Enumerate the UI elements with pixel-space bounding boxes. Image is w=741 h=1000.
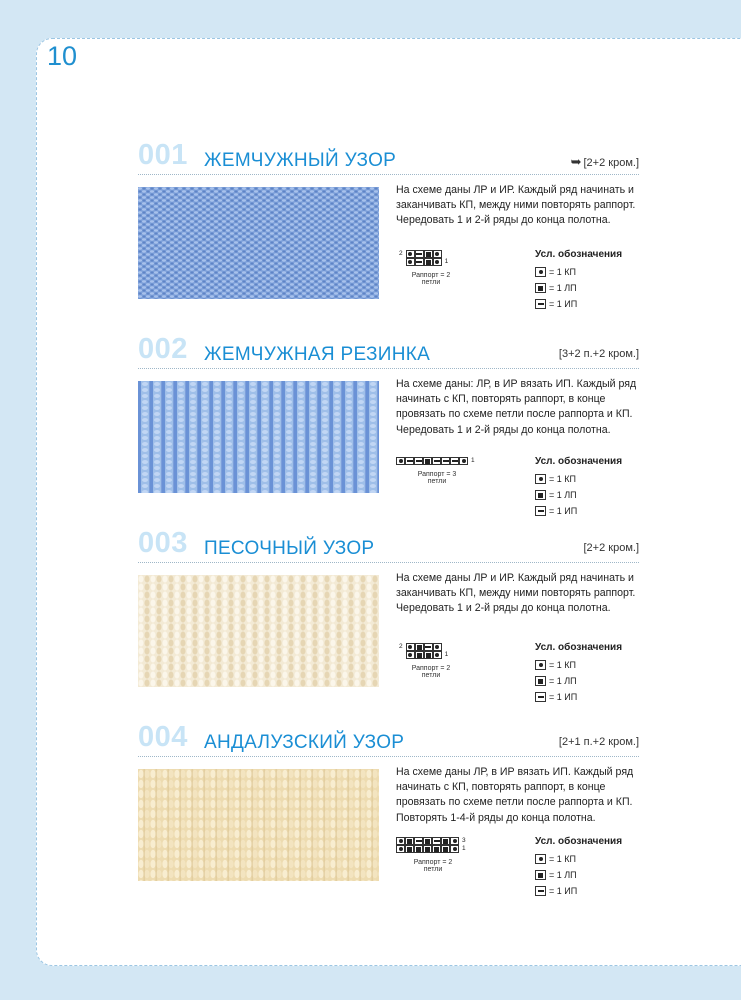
- stitch-chart: 1 Раппорт = 3 петли: [396, 457, 478, 485]
- pattern-section-001: [138, 139, 639, 327]
- pattern-title: ЖЕМЧУЖНАЯ РЕЗИНКА: [204, 344, 431, 365]
- edge-stitches: ➥ [2+2 кром.]: [570, 154, 639, 169]
- header-rule: [138, 562, 639, 563]
- repeat-note: Раппорт = 3 петли: [417, 471, 457, 485]
- knit-photo: [138, 575, 379, 687]
- pattern-number: 002: [138, 333, 188, 365]
- stitch-chart: 3 1 Раппорт = 2 петли: [396, 837, 469, 873]
- edge-stitch-icon: [535, 854, 546, 864]
- section-header: [138, 527, 639, 565]
- pattern-section-002: [138, 333, 639, 521]
- pattern-title: ПЕСОЧНЫЙ УЗОР: [204, 538, 375, 559]
- knit-photo: [138, 187, 379, 299]
- arrow-right-icon: ➥: [570, 154, 582, 169]
- knit-stitch-icon: [535, 676, 546, 686]
- repeat-note: Раппорт = 2 петли: [411, 272, 451, 286]
- pattern-description: На схеме даны ЛР и ИР. Каждый ряд начинать и заканчивать КП, между ними повторять раппорт. Чередовать 1 и 2-й ряды до конца полотна.: [396, 184, 636, 227]
- legend: Усл. обозначения = 1 КП = 1 ЛП = 1 ИП: [535, 456, 623, 516]
- purl-stitch-icon: [535, 692, 546, 702]
- header-rule: [138, 756, 639, 757]
- section-header: [138, 139, 639, 177]
- legend: Усл. обозначения = 1 КП = 1 ЛП = 1 ИП: [535, 249, 623, 309]
- edge-stitches: [2+1 п.+2 кром.]: [558, 736, 639, 748]
- header-rule: [138, 174, 639, 175]
- pattern-description: На схеме даны ЛР, в ИР вязать ИП. Каждый ряд начинать с КП, повторять раппорт, в конце провязать по схеме петли после раппорта и КП. Повторять 1-4-й ряды до конца полотна.: [396, 766, 634, 824]
- pattern-title: ЖЕМЧУЖНЫЙ УЗОР: [204, 150, 397, 171]
- legend: Усл. обозначения = 1 КП = 1 ЛП = 1 ИП: [535, 836, 623, 896]
- legend: Усл. обозначения = 1 КП = 1 ЛП = 1 ИП: [535, 642, 623, 702]
- knit-stitch-icon: [535, 870, 546, 880]
- pattern-number: 001: [138, 139, 188, 171]
- edge-stitch-icon: [535, 267, 546, 277]
- stitch-chart: 2 1 Раппорт = 2 петли: [396, 250, 456, 286]
- page-number: 10: [47, 41, 78, 71]
- purl-stitch-icon: [535, 506, 546, 516]
- section-header: [138, 333, 639, 371]
- pattern-number: 004: [138, 721, 188, 753]
- repeat-note: Раппорт = 2 петли: [413, 859, 453, 873]
- purl-stitch-icon: [535, 299, 546, 309]
- edge-stitch-icon: [535, 474, 546, 484]
- pattern-section-004: [138, 721, 639, 909]
- header-rule: [138, 368, 639, 369]
- edge-stitch-icon: [535, 660, 546, 670]
- edge-stitches: [3+2 п.+2 кром.]: [558, 348, 639, 360]
- pattern-description: На схеме даны ЛР и ИР. Каждый ряд начинать и заканчивать КП, между ними повторять раппорт. Чередовать 1 и 2-й ряды до конца полотна.: [396, 572, 636, 615]
- pattern-section-003: [138, 527, 639, 715]
- knit-photo: [138, 769, 379, 881]
- pattern-number: 003: [138, 527, 188, 559]
- stitch-chart: 2 1 Раппорт = 2 петли: [396, 643, 456, 679]
- edge-stitches: [2+2 кром.]: [583, 542, 639, 554]
- knit-stitch-icon: [535, 283, 546, 293]
- knit-photo: [138, 381, 379, 493]
- purl-stitch-icon: [535, 886, 546, 896]
- pattern-title: АНДАЛУЗСКИЙ УЗОР: [204, 732, 405, 753]
- knit-stitch-icon: [535, 490, 546, 500]
- pattern-description: На схеме даны: ЛР, в ИР вязать ИП. Каждый ряд начинать с КП, повторять раппорт, в конце провязать по схеме петли после раппорта и КП. Чередовать 1 и 2-й ряды до конца полотна.: [396, 378, 637, 436]
- section-header: [138, 721, 639, 759]
- repeat-note: Раппорт = 2 петли: [411, 665, 451, 679]
